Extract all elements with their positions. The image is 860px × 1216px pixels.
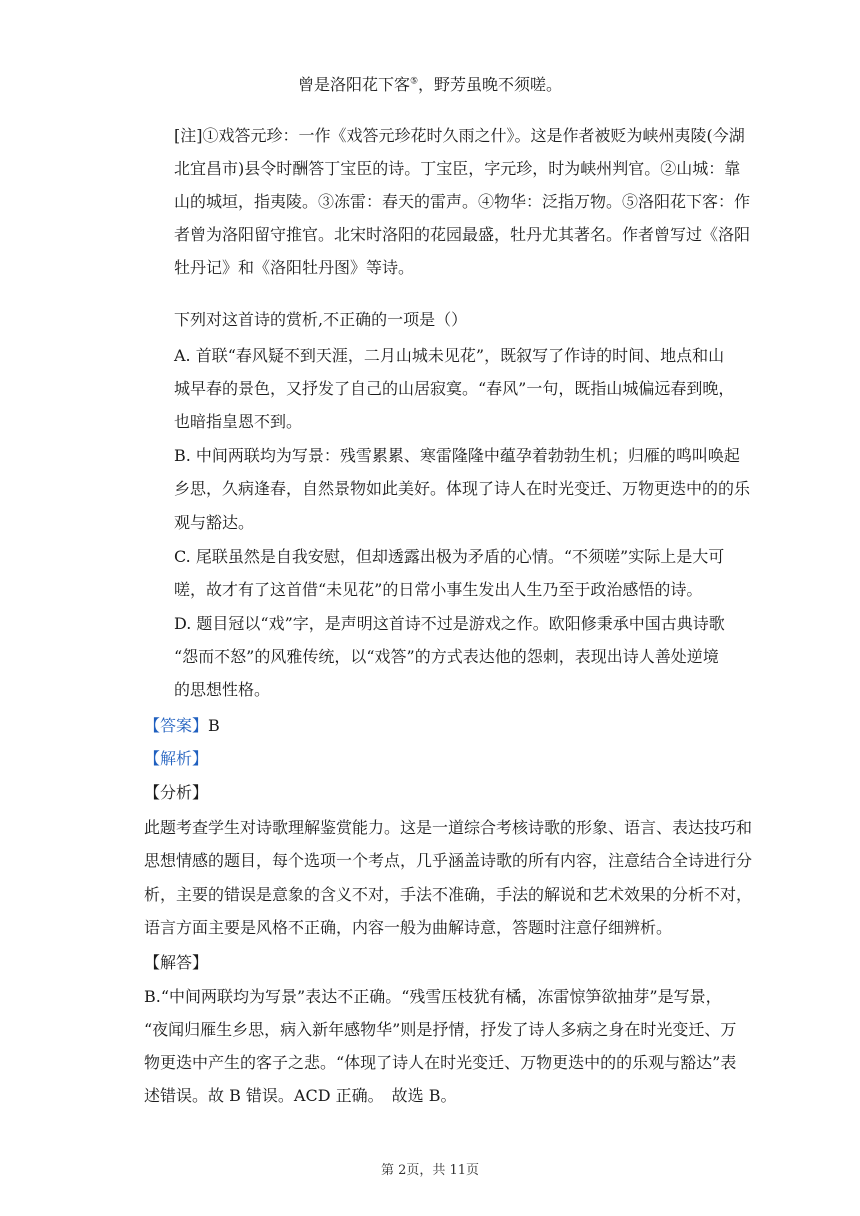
jieda-line: 物更迭中产生的客子之悲。“体现了诗人在时光变迁、万物更迭中的的乐观与豁达”表 <box>144 1053 737 1072</box>
footnote-marker: ⑤ <box>409 76 419 87</box>
fenxi-heading: 【分析】 <box>144 783 209 802</box>
note-line: [注]①戏答元珍：一作《戏答元珍花时久雨之什》。这是作者被贬为峡州夷陵(今湖 <box>174 126 745 145</box>
question-stem: 下列对这首诗的赏析,不正确的一项是（） <box>174 310 468 329</box>
jieda-heading: 【解答】 <box>144 953 209 972</box>
jieda-line: 述错误。故 B 错误。ACD 正确。 故选 B。 <box>144 1086 457 1105</box>
option-a-line: A. 首联“春风疑不到天涯，二月山城未见花”，既叙写了作诗的时间、地点和山 <box>174 346 725 365</box>
poem-line-text: 曾是洛阳花下客 <box>297 75 410 94</box>
analysis-heading: 【解析】 <box>144 749 209 768</box>
answer-line <box>144 716 220 736</box>
note-line: 北宜昌市)县令时酬答丁宝臣的诗。丁宝臣，字元珍，时为峡州判官。②山城：靠 <box>174 159 741 178</box>
option-d-line: 的思想性格。 <box>174 680 271 699</box>
fenxi-line: 语言方面主要是风格不正确，内容一般为曲解诗意，答题时注意仔细辨析。 <box>144 918 673 937</box>
note-line: 牡丹记》和《洛阳牡丹图》等诗。 <box>174 258 415 277</box>
fenxi-line: 此题考查学生对诗歌理解鉴赏能力。这是一道综合考核诗歌的形象、语言、表达技巧和 <box>144 818 753 837</box>
option-b-line: B. 中间两联均为写景：残雪累累、寒雷隆隆中蕴孕着勃勃生机；归雁的鸣叫唤起 <box>174 446 740 465</box>
jieda-line: “夜闻归雁生乡思，病入新年感物华”则是抒情，抒发了诗人多病之身在时光变迁、万 <box>144 1020 737 1039</box>
option-a-line: 也暗指皇恩不到。 <box>174 412 303 431</box>
option-c-line: C. 尾联虽然是自我安慰，但却透露出极为矛盾的心情。“不须嗟”实际上是大可 <box>174 547 725 566</box>
note-line: 者曾为洛阳留守推官。北宋时洛阳的花园最盛，牡丹尤其著名。作者曾写过《洛阳 <box>174 225 751 244</box>
poem-line-text-end: ，野芳虽晚不须嗟。 <box>418 75 563 94</box>
fenxi-line: 析，主要的错误是意象的含义不对，手法不准确，手法的解说和艺术效果的分析不对， <box>144 885 753 904</box>
option-b-line: 观与豁达。 <box>174 513 255 532</box>
option-c-line: 嗟，故才有了这首借“未见花”的日常小事生发出人生乃至于政治感悟的诗。 <box>174 580 703 599</box>
option-a-line: 城早春的景色，又抒发了自己的山居寂寞。“春风”一句，既指山城偏远春到晚， <box>174 379 735 398</box>
fenxi-line: 思想情感的题目，每个选项一个考点，几乎涵盖诗歌的所有内容，注意结合全诗进行分 <box>144 851 753 870</box>
option-d-line: D. 题目冠以“戏”字，是声明这首诗不过是游戏之作。欧阳修秉承中国古典诗歌 <box>174 614 725 633</box>
poem-last-line <box>0 75 860 95</box>
answer-label: 【答案】 <box>144 716 209 735</box>
page-footer: 第 2页，共 11页 <box>380 1163 480 1178</box>
answer-value: B <box>208 716 220 735</box>
jieda-line: B.“中间两联均为写景”表达不正确。“残雪压枝犹有橘，冻雷惊笋欲抽芽”是写景， <box>144 987 722 1006</box>
option-d-line: “怨而不怒”的风雅传统，以“戏答”的方式表达他的怨刺，表现出诗人善处逆境 <box>174 647 719 666</box>
option-b-line: 乡思，久病逢春，自然景物如此美好。体现了诗人在时光变迁、万物更迭中的的乐 <box>174 479 751 498</box>
note-line: 山的城垣，指夷陵。③冻雷：春天的雷声。④物华：泛指万物。⑤洛阳花下客：作 <box>174 192 751 211</box>
